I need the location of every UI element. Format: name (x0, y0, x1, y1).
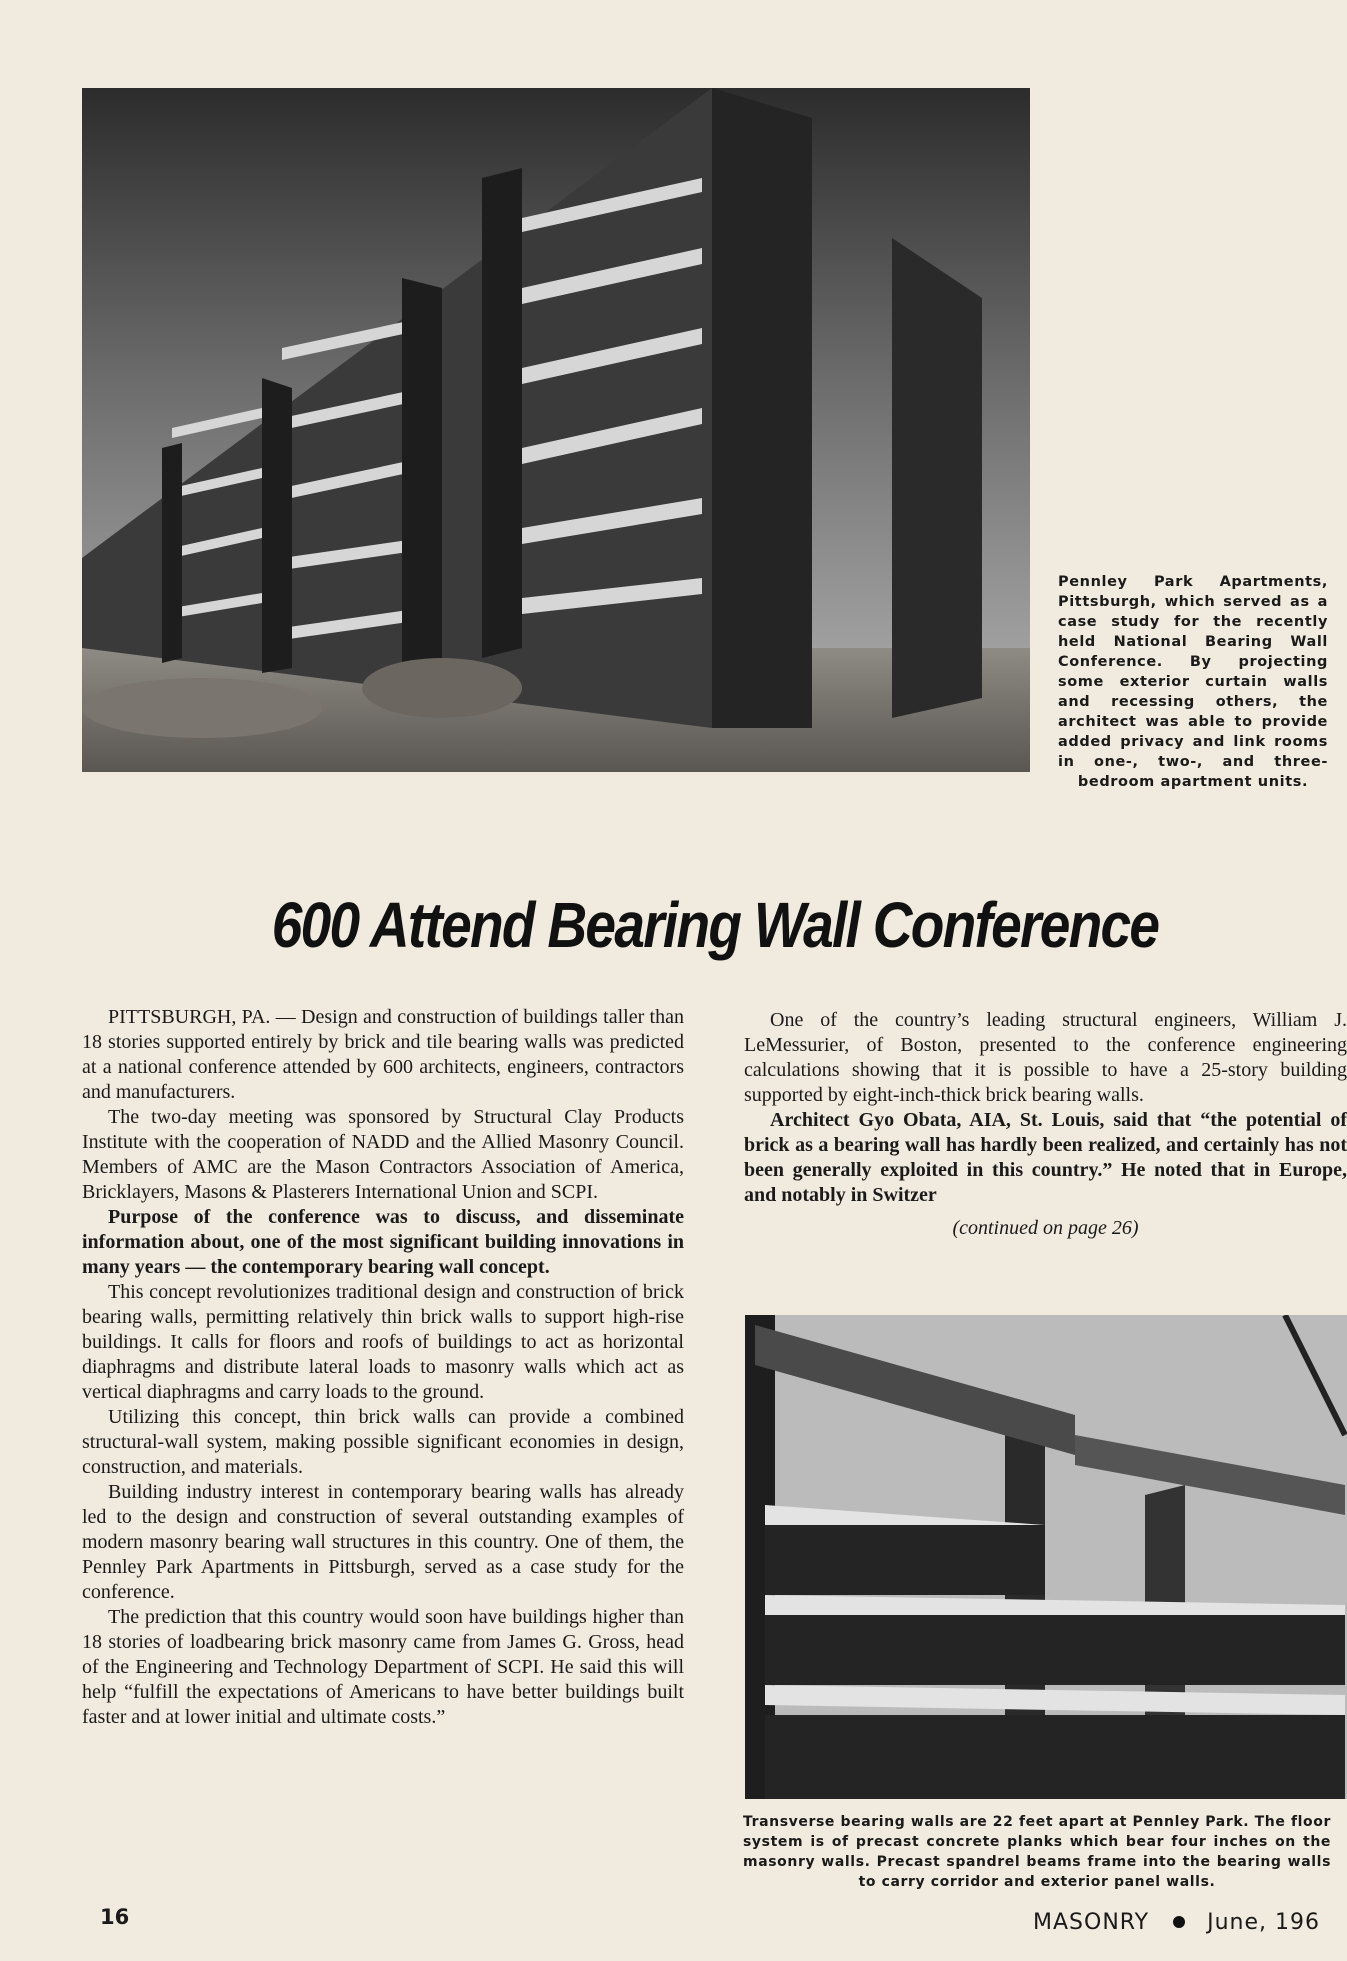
bottom-photo-caption: Transverse bearing walls are 22 feet apart at Pennley Park. The floor system is of precast concrete planks which bear four inches on the masonry walls. Precast spandrel beams frame into the bearing walls to carry corridor and exterior panel walls. (743, 1814, 1331, 1890)
paragraph: The two-day meeting was sponsored by Structural Clay Products Institute with the cooperation of NADD and the Allied Masonry Council. Members of AMC are the Mason Contractors Association of America, Bricklayers, Masons & Plasterers International Union and SCPI. (82, 1106, 684, 1203)
article-right-column (744, 1008, 1347, 1241)
article-left-column (82, 1005, 684, 1730)
paragraph: This concept revolutionizes traditional design and construction of brick bearing walls, permitting relatively thin brick walls to support high-rise buildings. It calls for floors and roofs of buildings to act as horizontal diaphragms and distribute lateral loads to masonry walls which act as vertical diaphragms and carry loads to the ground. (82, 1281, 684, 1403)
issue-date: June, 196 (1207, 1910, 1320, 1935)
paragraph: Building industry interest in contemporary bearing walls has already led to the design and construction of several outstanding examples of modern masonry bearing wall structures in this country. One of them, the Pennley Park Apartments in Pittsburgh, served as a case study for the conference. (82, 1481, 684, 1603)
bearing-walls-image (745, 1315, 1347, 1799)
building-photo (82, 88, 1030, 772)
page-number: 16 (100, 1905, 130, 1929)
continued-note: (continued on page 26) (952, 1217, 1139, 1239)
paragraph: The prediction that this country would soon have buildings higher than 18 stories of loadbearing brick masonry came from James G. Gross, head of the Engineering and Technology Department of SCPI. He said this will help “fulfill the expectations of Americans to have better buildings built faster and at lower initial and ultimate costs.” (82, 1606, 684, 1728)
magazine-name: MASONRY (1033, 1910, 1150, 1935)
paragraph: PITTSBURGH, PA. — Design and construction of buildings taller than 18 stories supported entirely by brick and tile bearing walls was predicted at a national conference attended by 600 architects, engineers, contractors and manufacturers. (82, 1006, 684, 1103)
paragraph: Purpose of the conference was to discuss, and disseminate information about, one of the most significant building innovations in many years — the contemporary bearing wall concept. (82, 1206, 684, 1278)
bullet-icon (1173, 1916, 1185, 1928)
paragraph: Utilizing this concept, thin brick walls can provide a combined structural-wall system, making possible significant economies in design, construction, and materials. (82, 1406, 684, 1478)
pennley-park-apartments-image (82, 88, 1030, 772)
headline: 600 Attend Bearing Wall Conference (271, 888, 1159, 961)
footer-publication (1033, 1910, 1320, 1935)
paragraph: Architect Gyo Obata, AIA, St. Louis, said that “the potential of brick as a bearing wall has hardly been realized, and certainly has not been generally exploited in this country.” He noted that in Europe, and notably in Switzer (744, 1109, 1347, 1206)
paragraph: One of the country’s leading structural engineers, William J. LeMessurier, of Boston, presented to the conference engineering calculations showing that it is possible to have a 25-story building supported by eight-inch-thick brick bearing walls. (744, 1009, 1347, 1106)
construction-photo (745, 1315, 1347, 1799)
top-photo-caption: Pennley Park Apartments, Pittsburgh, which served as a case study for the recently held National Bearing Wall Conference. By projecting some exterior curtain walls and recessing others, the architect was able to provide added privacy and link rooms in one-, two-, and three-bedroom apartment units. (1058, 574, 1328, 790)
